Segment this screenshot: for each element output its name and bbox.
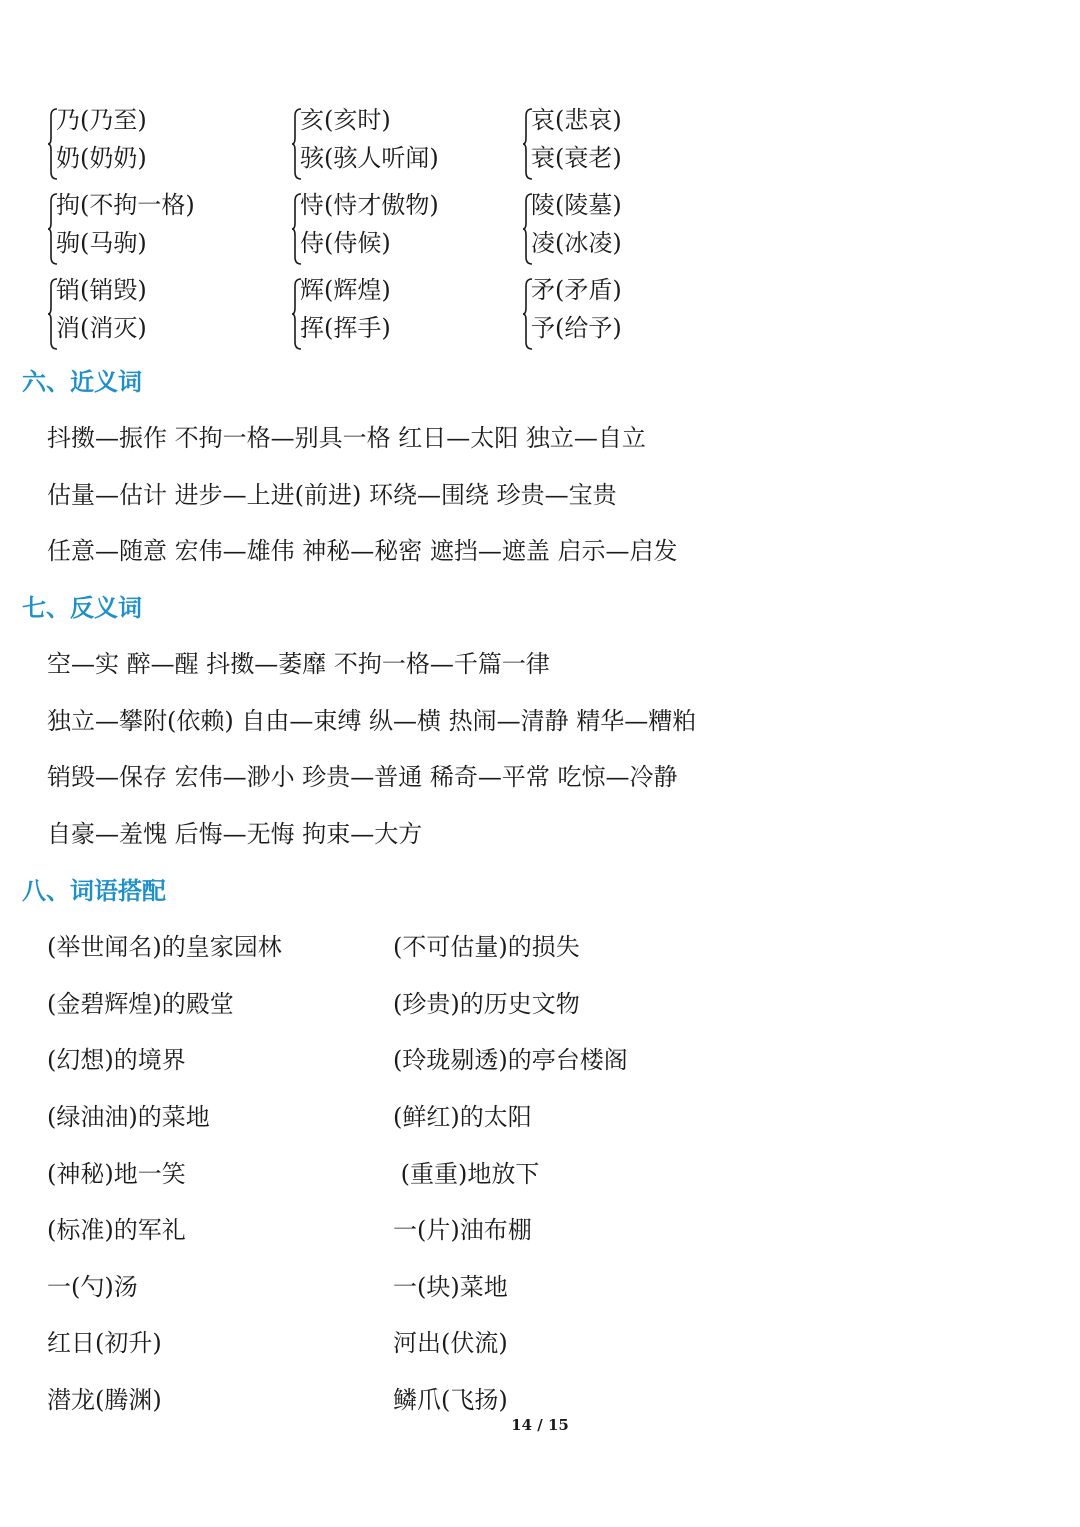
- collocation-right: (鲜红)的太阳: [393, 1103, 532, 1131]
- char-word: 驹(马驹): [56, 229, 147, 257]
- char-word: 销(销毁): [56, 276, 147, 304]
- collocation-right: (玲珑剔透)的亭台楼阁: [393, 1046, 628, 1074]
- char-word: 奶(奶奶): [56, 144, 147, 172]
- char-word: 恃(恃才傲物): [300, 191, 439, 219]
- synonym-line: 估量—估计 进步—上进(前进) 环绕—围绕 珍贵—宝贵: [47, 481, 617, 509]
- collocation-left: (神秘)地一笑: [47, 1160, 186, 1188]
- char-word: 乃(乃至): [56, 106, 147, 134]
- char-word: 予(给予): [531, 314, 622, 342]
- collocation-right: 鳞爪(飞扬): [393, 1386, 508, 1414]
- collocation-left: (金碧辉煌)的殿堂: [47, 990, 234, 1018]
- collocation-left: (标准)的军礼: [47, 1216, 186, 1244]
- collocation-left: (绿油油)的菜地: [47, 1103, 210, 1131]
- collocation-left: 红日(初升): [47, 1329, 162, 1357]
- collocation-right: (珍贵)的历史文物: [393, 990, 580, 1018]
- char-word: 拘(不拘一格): [56, 191, 195, 219]
- char-word: 骇(骇人听闻): [300, 144, 439, 172]
- char-word: 陵(陵墓): [531, 191, 622, 219]
- char-word: 哀(悲哀): [531, 106, 622, 134]
- collocation-right: (不可估量)的损失: [393, 933, 580, 961]
- antonym-line: 空—实 醉—醒 抖擞—萎靡 不拘一格—千篇一律: [47, 650, 550, 678]
- section-title-synonyms: 六、近义词: [22, 368, 142, 396]
- char-word: 挥(挥手): [300, 314, 391, 342]
- char-word: 侍(侍候): [300, 229, 391, 257]
- collocation-left: 一(勺)汤: [47, 1273, 138, 1301]
- antonym-line: 销毁—保存 宏伟—渺小 珍贵—普通 稀奇—平常 吃惊—冷静: [47, 763, 678, 791]
- synonym-line: 任意—随意 宏伟—雄伟 神秘—秘密 遮挡—遮盖 启示—启发: [47, 537, 678, 565]
- synonym-line: 抖擞—振作 不拘一格—别具一格 红日—太阳 独立—自立: [47, 424, 646, 452]
- char-word: 矛(矛盾): [531, 276, 622, 304]
- page-number: 14 / 15: [511, 1416, 569, 1434]
- collocation-left: (幻想)的境界: [47, 1046, 186, 1074]
- antonym-line: 独立—攀附(依赖) 自由—束缚 纵—横 热闹—清静 精华—糟粕: [47, 707, 697, 735]
- char-word: 消(消灭): [56, 314, 147, 342]
- char-word: 衰(衰老): [531, 144, 622, 172]
- char-word: 辉(辉煌): [300, 276, 391, 304]
- collocation-left: (举世闻名)的皇家园林: [47, 933, 282, 961]
- collocation-right: 一(片)油布棚: [393, 1216, 532, 1244]
- section-title-collocations: 八、词语搭配: [22, 877, 166, 905]
- char-word: 凌(冰凌): [531, 229, 622, 257]
- collocation-right: 一(块)菜地: [393, 1273, 508, 1301]
- collocation-right: 河出(伏流): [393, 1329, 508, 1357]
- collocation-left: 潜龙(腾渊): [47, 1386, 162, 1414]
- char-word: 亥(亥时): [300, 106, 391, 134]
- section-title-antonyms: 七、反义词: [22, 594, 142, 622]
- antonym-line: 自豪—羞愧 后悔—无悔 拘束—大方: [47, 820, 423, 848]
- collocation-right: (重重)地放下: [393, 1160, 540, 1188]
